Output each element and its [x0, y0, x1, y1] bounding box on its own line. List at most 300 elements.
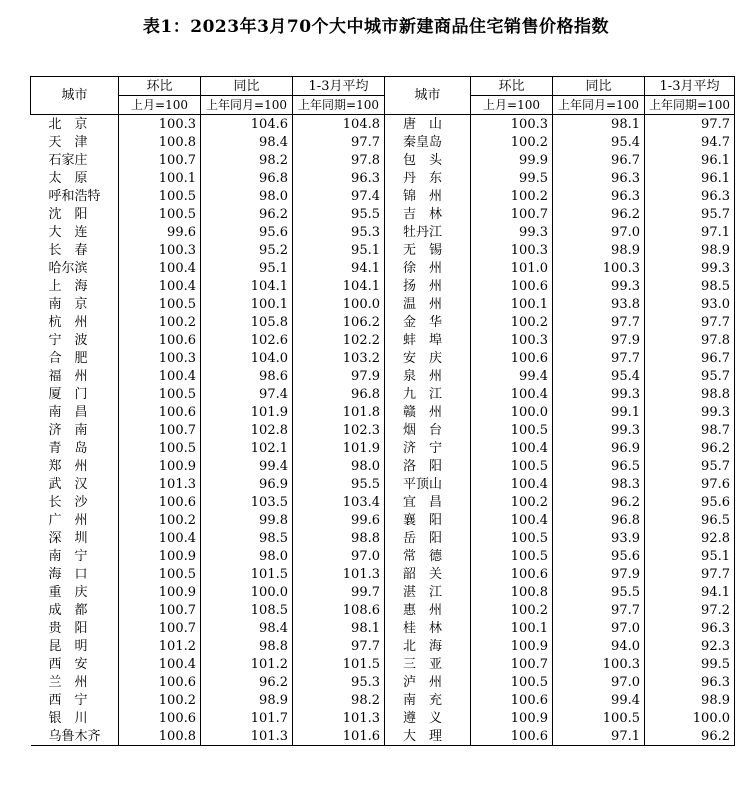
cell-yoy-left: 96.8 [201, 169, 293, 187]
cell-city-left: 大 连 [48, 224, 88, 240]
cell-city-left: 重 庆 [48, 584, 88, 600]
cell-city-left: 成 都 [48, 602, 88, 618]
cell-yoy-right: 96.2 [553, 205, 645, 223]
cell-mom-left: 100.9 [119, 547, 201, 565]
cell-mom-right: 100.5 [471, 457, 553, 475]
cell-avg-right: 99.5 [645, 655, 735, 673]
header-mom-right: 环比 [471, 77, 553, 96]
cell-avg-left: 97.8 [293, 151, 385, 169]
cell-city-right: 大 理 [385, 727, 471, 746]
cell-yoy-left: 95.1 [201, 259, 293, 277]
cell-mom-right: 100.4 [471, 475, 553, 493]
header-avg-base-left: 上年同期=100 [293, 96, 385, 115]
header-mom-base-left: 上月=100 [119, 96, 201, 115]
cell-mom-right: 100.5 [471, 529, 553, 547]
cell-yoy-left: 104.0 [201, 349, 293, 367]
cell-yoy-right: 96.9 [553, 439, 645, 457]
cell-avg-left: 102.3 [293, 421, 385, 439]
cell-mom-left: 100.1 [119, 169, 201, 187]
cell-yoy-left: 98.5 [201, 529, 293, 547]
table-body [31, 115, 735, 746]
cell-avg-left: 101.9 [293, 439, 385, 457]
cell-avg-left: 97.7 [293, 637, 385, 655]
cell-mom-right: 100.2 [471, 187, 553, 205]
cell-yoy-right: 97.0 [553, 673, 645, 691]
cell-yoy-left: 101.9 [201, 403, 293, 421]
table-row [31, 493, 735, 511]
cell-avg-left: 95.1 [293, 241, 385, 259]
cell-yoy-left: 98.2 [201, 151, 293, 169]
cell-city-left: 深 圳 [48, 530, 88, 546]
cell-avg-right: 96.2 [645, 727, 735, 746]
cell-avg-left: 100.0 [293, 295, 385, 313]
cell-city-right: 包 头 [385, 151, 471, 169]
cell-avg-right: 95.7 [645, 457, 735, 475]
header-mom-base-right: 上月=100 [471, 96, 553, 115]
header-yoy-left: 同比 [201, 77, 293, 96]
cell-avg-left: 94.1 [293, 259, 385, 277]
cell-mom-right: 100.6 [471, 565, 553, 583]
cell-mom-left: 100.6 [119, 403, 201, 421]
cell-yoy-left: 96.2 [201, 205, 293, 223]
cell-city-left: 上 海 [48, 278, 88, 294]
cell-city-right: 北 海 [385, 637, 471, 655]
cell-avg-right: 94.7 [645, 133, 735, 151]
cell-city-right: 宜 昌 [385, 493, 471, 511]
cell-yoy-left: 101.7 [201, 709, 293, 727]
cell-mom-right: 100.3 [471, 331, 553, 349]
cell-yoy-right: 98.9 [553, 241, 645, 259]
table-row [31, 727, 735, 746]
cell-avg-left: 98.1 [293, 619, 385, 637]
price-index-table [30, 76, 735, 746]
cell-yoy-right: 95.4 [553, 133, 645, 151]
cell-yoy-right: 97.7 [553, 313, 645, 331]
cell-avg-right: 99.3 [645, 259, 735, 277]
cell-city-right: 牡丹江 [385, 223, 471, 241]
table-row [31, 691, 735, 709]
cell-avg-right: 97.8 [645, 331, 735, 349]
cell-avg-right: 97.7 [645, 115, 735, 134]
cell-avg-right: 95.1 [645, 547, 735, 565]
table-header [31, 77, 735, 115]
cell-city-right: 襄 阳 [385, 511, 471, 529]
cell-mom-right: 100.3 [471, 241, 553, 259]
cell-mom-left: 100.4 [119, 367, 201, 385]
cell-avg-left: 101.3 [293, 565, 385, 583]
cell-yoy-left: 98.9 [201, 691, 293, 709]
cell-yoy-left: 98.6 [201, 367, 293, 385]
cell-avg-left: 103.2 [293, 349, 385, 367]
cell-mom-left: 100.8 [119, 133, 201, 151]
cell-city-left: 郑 州 [48, 458, 88, 474]
cell-mom-right: 99.3 [471, 223, 553, 241]
cell-mom-left: 100.2 [119, 691, 201, 709]
cell-city-left: 长 春 [48, 242, 88, 258]
cell-mom-right: 99.9 [471, 151, 553, 169]
table-row [31, 439, 735, 457]
cell-yoy-right: 100.3 [553, 259, 645, 277]
cell-city-right: 安 庆 [385, 349, 471, 367]
cell-city-left: 长 沙 [48, 494, 88, 510]
cell-yoy-left: 97.4 [201, 385, 293, 403]
table-row [31, 295, 735, 313]
cell-yoy-right: 97.1 [553, 727, 645, 746]
table-row [31, 277, 735, 295]
cell-yoy-left: 96.9 [201, 475, 293, 493]
cell-avg-left: 103.4 [293, 493, 385, 511]
cell-yoy-left: 108.5 [201, 601, 293, 619]
table-title: 表1：2023年3月70个大中城市新建商品住宅销售价格指数 [142, 17, 610, 37]
table-row [31, 583, 735, 601]
cell-avg-right: 97.7 [645, 565, 735, 583]
cell-city-left: 合 肥 [48, 350, 88, 366]
cell-yoy-left: 98.8 [201, 637, 293, 655]
cell-avg-right: 95.7 [645, 367, 735, 385]
cell-city-right: 岳 阳 [385, 529, 471, 547]
cell-city-left: 西 安 [48, 656, 88, 672]
table-row [31, 529, 735, 547]
cell-city-left: 哈尔滨 [48, 260, 88, 276]
cell-avg-right: 97.7 [645, 313, 735, 331]
cell-city-left: 宁 波 [48, 332, 88, 348]
cell-mom-left: 100.4 [119, 277, 201, 295]
cell-city-left: 厦 门 [48, 386, 88, 402]
cell-yoy-right: 99.3 [553, 385, 645, 403]
cell-yoy-right: 96.7 [553, 151, 645, 169]
cell-yoy-left: 101.2 [201, 655, 293, 673]
cell-city-left: 沈 阳 [48, 206, 88, 222]
cell-city-right: 南 充 [385, 691, 471, 709]
cell-mom-left: 100.5 [119, 205, 201, 223]
header-yoy-right: 同比 [553, 77, 645, 96]
table-row [31, 475, 735, 493]
cell-avg-right: 97.6 [645, 475, 735, 493]
cell-mom-right: 100.6 [471, 277, 553, 295]
cell-yoy-right: 99.3 [553, 277, 645, 295]
cell-mom-left: 100.2 [119, 313, 201, 331]
cell-yoy-right: 96.2 [553, 493, 645, 511]
header-row [31, 77, 735, 96]
table-row [31, 367, 735, 385]
cell-yoy-right: 98.3 [553, 475, 645, 493]
cell-avg-left: 97.4 [293, 187, 385, 205]
table-row [31, 349, 735, 367]
cell-yoy-right: 97.7 [553, 349, 645, 367]
table-row [31, 331, 735, 349]
cell-mom-right: 100.6 [471, 727, 553, 746]
cell-city-left: 南 昌 [48, 404, 88, 420]
cell-city-right: 无 锡 [385, 241, 471, 259]
cell-mom-left: 100.9 [119, 583, 201, 601]
cell-avg-left: 104.1 [293, 277, 385, 295]
table-row [31, 421, 735, 439]
cell-city-left: 福 州 [48, 368, 88, 384]
cell-city-right: 烟 台 [385, 421, 471, 439]
cell-yoy-left: 101.5 [201, 565, 293, 583]
cell-city-right: 蚌 埠 [385, 331, 471, 349]
cell-yoy-right: 93.8 [553, 295, 645, 313]
cell-mom-right: 100.4 [471, 511, 553, 529]
cell-city-right: 秦皇岛 [385, 133, 471, 151]
cell-yoy-right: 97.0 [553, 223, 645, 241]
cell-city-left: 昆 明 [48, 638, 88, 654]
cell-yoy-right: 99.3 [553, 421, 645, 439]
cell-city-right: 洛 阳 [385, 457, 471, 475]
table-row [31, 151, 735, 169]
table-row [31, 655, 735, 673]
cell-yoy-right: 98.1 [553, 115, 645, 134]
cell-city-right: 徐 州 [385, 259, 471, 277]
cell-city-right: 济 宁 [385, 439, 471, 457]
cell-yoy-left: 98.4 [201, 133, 293, 151]
cell-avg-right: 97.1 [645, 223, 735, 241]
cell-avg-left: 101.8 [293, 403, 385, 421]
cell-mom-right: 100.6 [471, 691, 553, 709]
header-yoy-base-right: 上年同月=100 [553, 96, 645, 115]
cell-avg-left: 104.8 [293, 115, 385, 134]
cell-yoy-left: 95.2 [201, 241, 293, 259]
cell-avg-left: 95.5 [293, 205, 385, 223]
cell-mom-right: 100.7 [471, 205, 553, 223]
cell-yoy-right: 96.3 [553, 187, 645, 205]
cell-mom-right: 99.4 [471, 367, 553, 385]
cell-yoy-right: 96.5 [553, 457, 645, 475]
cell-city-right: 湛 江 [385, 583, 471, 601]
cell-avg-right: 98.5 [645, 277, 735, 295]
cell-yoy-right: 96.8 [553, 511, 645, 529]
cell-mom-left: 100.5 [119, 187, 201, 205]
cell-yoy-left: 98.0 [201, 547, 293, 565]
cell-yoy-right: 95.5 [553, 583, 645, 601]
cell-city-right: 韶 关 [385, 565, 471, 583]
cell-mom-right: 100.5 [471, 547, 553, 565]
cell-mom-right: 100.7 [471, 655, 553, 673]
cell-city-left: 北 京 [31, 115, 119, 134]
cell-yoy-left: 99.4 [201, 457, 293, 475]
cell-mom-left: 100.6 [119, 493, 201, 511]
header-avg-base-right: 上年同期=100 [645, 96, 735, 115]
cell-mom-right: 100.6 [471, 349, 553, 367]
cell-yoy-left: 100.0 [201, 583, 293, 601]
cell-city-right: 温 州 [385, 295, 471, 313]
cell-yoy-right: 99.1 [553, 403, 645, 421]
cell-avg-left: 99.7 [293, 583, 385, 601]
cell-mom-right: 100.4 [471, 439, 553, 457]
cell-city-left: 广 州 [48, 512, 88, 528]
cell-city-right: 泉 州 [385, 367, 471, 385]
cell-avg-right: 97.2 [645, 601, 735, 619]
cell-mom-left: 100.2 [119, 511, 201, 529]
cell-avg-left: 101.3 [293, 709, 385, 727]
cell-avg-right: 96.1 [645, 169, 735, 187]
table-row [31, 187, 735, 205]
cell-mom-left: 100.6 [119, 673, 201, 691]
cell-yoy-left: 96.2 [201, 673, 293, 691]
cell-city-right: 惠 州 [385, 601, 471, 619]
cell-mom-left: 100.5 [119, 295, 201, 313]
header-city-left: 城市 [31, 77, 119, 115]
cell-mom-right: 101.0 [471, 259, 553, 277]
cell-city-right: 丹 东 [385, 169, 471, 187]
table-row [31, 169, 735, 187]
cell-mom-left: 100.4 [119, 259, 201, 277]
cell-mom-right: 100.2 [471, 313, 553, 331]
cell-yoy-left: 102.8 [201, 421, 293, 439]
cell-city-left: 西 宁 [48, 692, 88, 708]
table-row [31, 205, 735, 223]
cell-yoy-left: 98.0 [201, 187, 293, 205]
cell-avg-right: 95.7 [645, 205, 735, 223]
cell-yoy-left: 98.4 [201, 619, 293, 637]
cell-yoy-left: 105.8 [201, 313, 293, 331]
cell-city-left: 银 川 [48, 710, 88, 726]
cell-yoy-right: 100.3 [553, 655, 645, 673]
cell-yoy-right: 99.4 [553, 691, 645, 709]
cell-mom-right: 99.5 [471, 169, 553, 187]
table-row [31, 259, 735, 277]
cell-yoy-left: 100.1 [201, 295, 293, 313]
cell-yoy-right: 94.0 [553, 637, 645, 655]
cell-city-right: 桂 林 [385, 619, 471, 637]
cell-city-right: 赣 州 [385, 403, 471, 421]
cell-avg-right: 96.3 [645, 673, 735, 691]
cell-avg-right: 92.3 [645, 637, 735, 655]
cell-avg-right: 99.3 [645, 403, 735, 421]
cell-mom-left: 100.8 [119, 727, 201, 746]
cell-city-right: 常 德 [385, 547, 471, 565]
cell-mom-left: 100.6 [119, 709, 201, 727]
cell-avg-right: 96.5 [645, 511, 735, 529]
cell-mom-left: 101.2 [119, 637, 201, 655]
table-row [31, 403, 735, 421]
cell-mom-left: 100.3 [119, 241, 201, 259]
header-avg-right: 1-3月平均 [645, 77, 735, 96]
cell-avg-left: 98.0 [293, 457, 385, 475]
cell-mom-left: 100.7 [119, 601, 201, 619]
header-mom-left: 环比 [119, 77, 201, 96]
cell-avg-left: 101.5 [293, 655, 385, 673]
table-row [31, 601, 735, 619]
table-row [31, 457, 735, 475]
table-row [31, 511, 735, 529]
cell-avg-left: 106.2 [293, 313, 385, 331]
cell-city-left: 呼和浩特 [48, 188, 101, 204]
cell-yoy-right: 97.9 [553, 565, 645, 583]
table-row [31, 637, 735, 655]
cell-city-right: 九 江 [385, 385, 471, 403]
cell-avg-right: 93.0 [645, 295, 735, 313]
cell-mom-left: 101.3 [119, 475, 201, 493]
cell-mom-left: 100.5 [119, 439, 201, 457]
table-row [31, 619, 735, 637]
cell-avg-left: 97.0 [293, 547, 385, 565]
cell-avg-left: 99.6 [293, 511, 385, 529]
cell-avg-right: 96.1 [645, 151, 735, 169]
cell-mom-right: 100.5 [471, 421, 553, 439]
table-row [31, 133, 735, 151]
cell-mom-left: 100.5 [119, 565, 201, 583]
cell-avg-left: 95.3 [293, 673, 385, 691]
table-row [31, 547, 735, 565]
cell-city-left: 南 京 [48, 296, 88, 312]
table-row [31, 223, 735, 241]
cell-avg-left: 95.3 [293, 223, 385, 241]
cell-avg-right: 98.9 [645, 691, 735, 709]
cell-avg-right: 96.3 [645, 619, 735, 637]
cell-city-left: 济 南 [48, 422, 88, 438]
table-row [31, 709, 735, 727]
cell-city-left: 杭 州 [48, 314, 88, 330]
cell-avg-right: 95.6 [645, 493, 735, 511]
cell-mom-left: 99.6 [119, 223, 201, 241]
cell-yoy-left: 104.6 [201, 115, 293, 134]
cell-avg-right: 96.3 [645, 187, 735, 205]
cell-yoy-right: 100.5 [553, 709, 645, 727]
cell-mom-right: 100.8 [471, 583, 553, 601]
cell-mom-left: 100.9 [119, 457, 201, 475]
cell-mom-left: 100.4 [119, 529, 201, 547]
cell-yoy-right: 97.0 [553, 619, 645, 637]
cell-mom-left: 100.7 [119, 421, 201, 439]
cell-mom-left: 100.3 [119, 115, 201, 134]
cell-avg-right: 96.7 [645, 349, 735, 367]
cell-avg-left: 102.2 [293, 331, 385, 349]
cell-mom-right: 100.5 [471, 673, 553, 691]
cell-yoy-right: 95.4 [553, 367, 645, 385]
header-avg-left: 1-3月平均 [293, 77, 385, 96]
cell-avg-left: 96.3 [293, 169, 385, 187]
cell-city-left: 贵 阳 [48, 620, 88, 636]
table-row [31, 313, 735, 331]
cell-city-right: 金 华 [385, 313, 471, 331]
cell-mom-right: 100.1 [471, 619, 553, 637]
cell-avg-left: 97.7 [293, 133, 385, 151]
cell-mom-left: 100.3 [119, 349, 201, 367]
cell-city-right: 遵 义 [385, 709, 471, 727]
cell-avg-right: 98.8 [645, 385, 735, 403]
cell-city-right: 扬 州 [385, 277, 471, 295]
cell-city-left: 南 宁 [48, 548, 88, 564]
table-row [31, 673, 735, 691]
cell-city-left: 兰 州 [48, 674, 88, 690]
cell-avg-left: 98.8 [293, 529, 385, 547]
cell-mom-left: 100.7 [119, 151, 201, 169]
cell-mom-right: 100.9 [471, 637, 553, 655]
cell-city-right: 吉 林 [385, 205, 471, 223]
cell-mom-left: 100.4 [119, 655, 201, 673]
table-row [31, 115, 735, 134]
cell-yoy-left: 101.3 [201, 727, 293, 746]
cell-yoy-left: 102.1 [201, 439, 293, 457]
cell-yoy-left: 99.8 [201, 511, 293, 529]
cell-yoy-left: 102.6 [201, 331, 293, 349]
cell-mom-right: 100.0 [471, 403, 553, 421]
cell-yoy-left: 103.5 [201, 493, 293, 511]
cell-mom-right: 100.2 [471, 493, 553, 511]
cell-avg-left: 101.6 [293, 727, 385, 746]
cell-mom-right: 100.4 [471, 385, 553, 403]
cell-mom-right: 100.2 [471, 133, 553, 151]
cell-avg-left: 95.5 [293, 475, 385, 493]
cell-city-right: 三 亚 [385, 655, 471, 673]
cell-city-left: 武 汉 [48, 476, 88, 492]
cell-mom-right: 100.3 [471, 115, 553, 134]
cell-yoy-left: 104.1 [201, 277, 293, 295]
cell-yoy-right: 97.7 [553, 601, 645, 619]
cell-city-left: 天 津 [48, 134, 88, 150]
cell-city-left: 海 口 [48, 566, 88, 582]
